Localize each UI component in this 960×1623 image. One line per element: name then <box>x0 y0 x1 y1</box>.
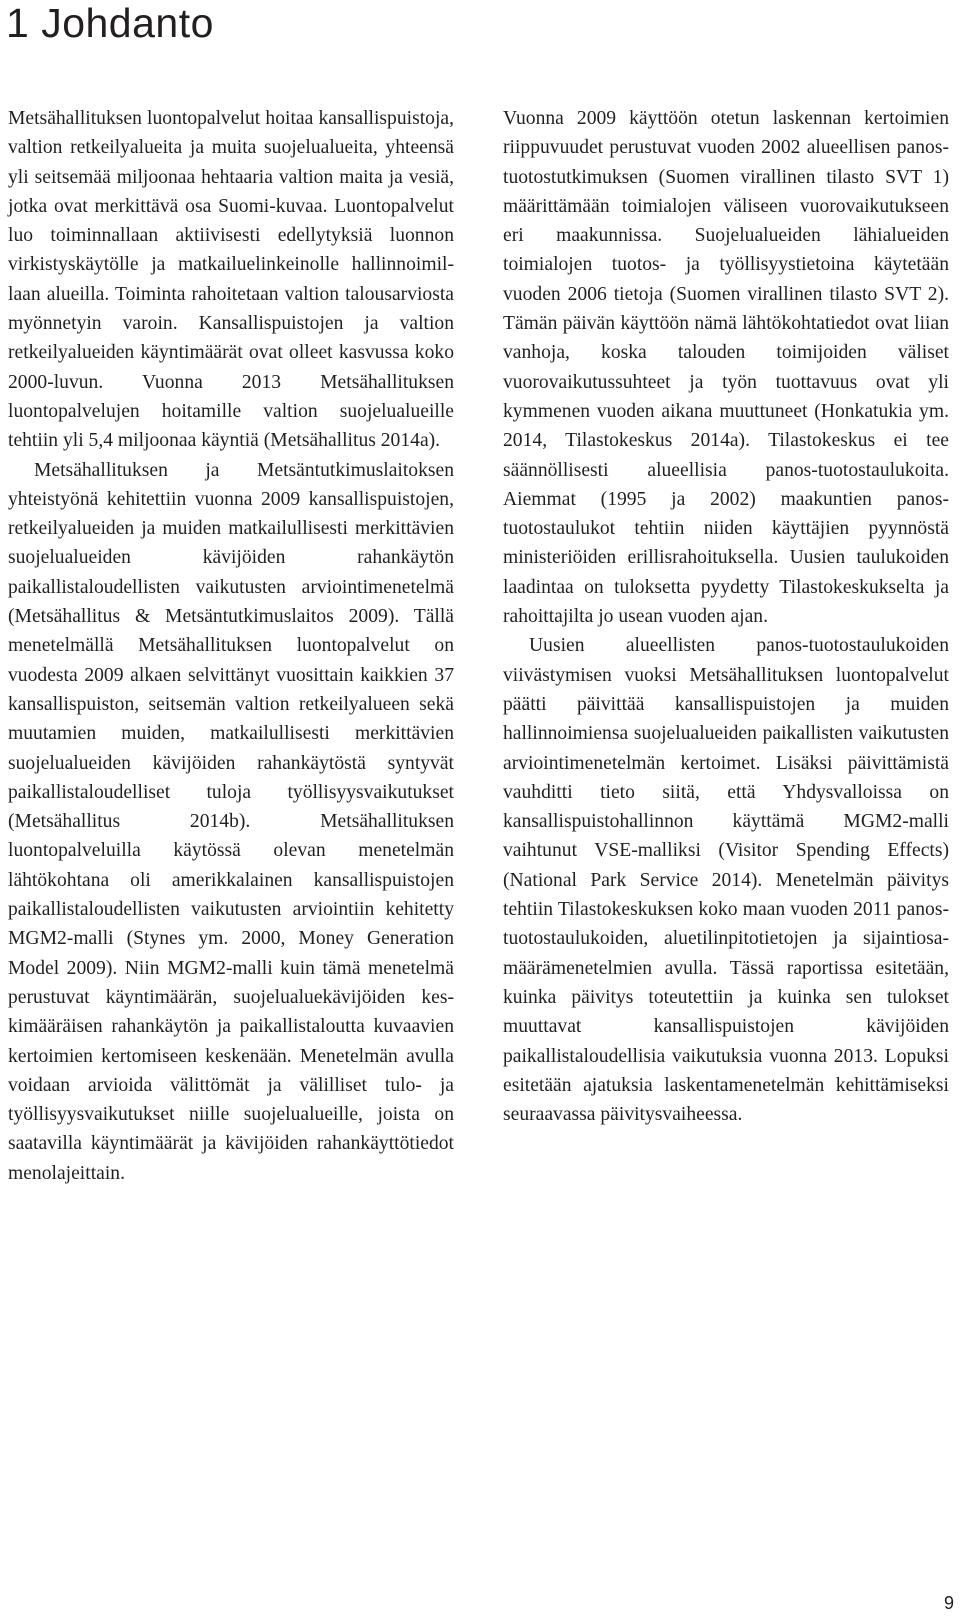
left-column <box>8 104 454 1188</box>
paragraph: Metsähallituksen ja Metsäntutkimuslaitoksen yhteistyönä kehitettiin vuonna 2009 kansallispuistojen, retkeilyalueiden ja muiden matkailullisesti merkittävien suojelualueiden kävijöiden rahankäytön paikallistaloudellisten vaikutusten arviointimenetelmä (Metsähallitus & Metsäntutkimuslaitos 2009). Tällä menetelmällä Metsähallituksen luontopalvelut on vuodesta 2009 alkaen selvittänyt vuosittain kaikkien 37 kansallispuiston, seitsemän valtion retkeilyalueen sekä muutamien muiden, matkailullisesti merkittävien suojelualueiden kävijöiden rahankäytöstä syntyvät paikallistaloudelliset tuloja työllisyysvaikutukset (Metsähallitus 2014b). Metsähallituksen luontopalveluilla käytössä olevan menetelmän lähtökohtana oli amerikkalainen kansallispuistojen paikallistaloudellisten vaikutusten arviointiin kehitetty MGM2-malli (Stynes ym. 2000, Money Generation Model 2009). Niin MGM2-malli kuin tämä menetelmä perustuvat käyntimäärän, suojelualuekävijöiden keskimääräisen rahankäytön ja paikallistaloutta kuvaavien kertoimien kertomiseen keskenään. Menetelmän avulla voidaan arvioida välittömät ja välilliset tulo- ja työllisyysvaikutukset niille suojelualueille, joista on saatavilla käyntimäärät ja kävijöiden rahankäyttötiedot menolajeittain. <box>8 459 454 1184</box>
paragraph: Metsähallituksen luontopalvelut hoitaa kansallispuistoja, valtion retkeilyalueita ja muita suojelualueita, yhteensä yli seitsemää miljoonaa hehtaaria valtion maita ja vesiä, jotka ovat merkittävä osa Suomi-kuvaa. Luontopalvelut luo toiminnallaan aktiivisesti edellytyksiä luonnon virkistyskäytölle ja matkailuelinkeinolle hallinnoimillaan alueilla. Toiminta rahoitetaan valtion talousarviosta myönnetyin varoin. Kansallispuistojen ja valtion retkeilyalueiden käyntimäärät ovat olleet kasvussa koko 2000-luvun. Vuonna 2013 Metsähallituksen luontopalvelujen hoitamille valtion suojelualueille tehtiin yli 5,4 miljoonaa käyntiä (Metsähallitus 2014a). <box>8 108 454 452</box>
page-title: 1 Johdanto <box>6 0 214 46</box>
right-column <box>503 104 949 1129</box>
page-number: 9 <box>943 1593 954 1613</box>
paragraph: Uusien alueellisten panos-tuotostaulukoiden viivästymisen vuoksi Metsähallituksen luontopalvelut päätti päivittää kansallispuistojen ja muiden hallinnoimiensa suojelualueiden paikallisten vaikutusten arviointimenetelmän kertoimet. Lisäksi päivittämistä vauhditti tieto siitä, että Yhdysvalloissa on kansallispuistohallinnon käyttämä MGM2-malli vaihtunut VSE-malliksi (Visitor Spending Effects) (National Park Service 2014). Menetelmän päivitys tehtiin Tilastokeskuksen koko maan vuoden 2011 panos-tuotostaulukoiden, aluetilinpitotietojen ja sijaintiosamäärämenetelmien avulla. Tässä raportissa esitetään, kuinka päivitys toteutettiin ja kuinka sen tulokset muuttavat kansallispuistojen kävijöiden paikallistaloudellisia vaikutuksia vuonna 2013. Lopuksi esitetään ajatuksia laskentamenetelmän kehittämiseksi seuraavassa päivitysvaiheessa. <box>503 635 949 1126</box>
paragraph: Vuonna 2009 käyttöön otetun laskennan kertoimien riippuvuudet perustuvat vuoden 2002 alueellisen panos-tuotostutkimuksen (Suomen virallinen tilasto SVT 1) määrittämään toimialojen väliseen vuorovaikutukseen eri maakunnissa. Suojelualueiden lähialueiden toimialojen tuotos- ja työllisyystietoina käytetään vuoden 2006 tietoja (Suomen virallinen tilasto SVT 2). Tämän päivän käyttöön nämä lähtökohtatiedot ovat liian vanhoja, koska talouden toimijoiden väliset vuorovaikutussuhteet ja työn tuottavuus ovat yli kymmenen vuoden aikana muuttuneet (Honkatukia ym. 2014, Tilastokeskus 2014a). Tilastokeskus ei tee säännöllisesti alueellisia panos-tuotostaulukoita. Aiemmat (1995 ja 2002) maakuntien panos-tuotostaulukot tehtiin niiden käyttäjien pyynnöstä ministeriöiden erillisrahoituksella. Uusien taulukoiden laadintaa on tuloksetta pyydetty Tilastokeskukselta ja rahoittajilta jo usean vuoden ajan. <box>503 108 949 628</box>
